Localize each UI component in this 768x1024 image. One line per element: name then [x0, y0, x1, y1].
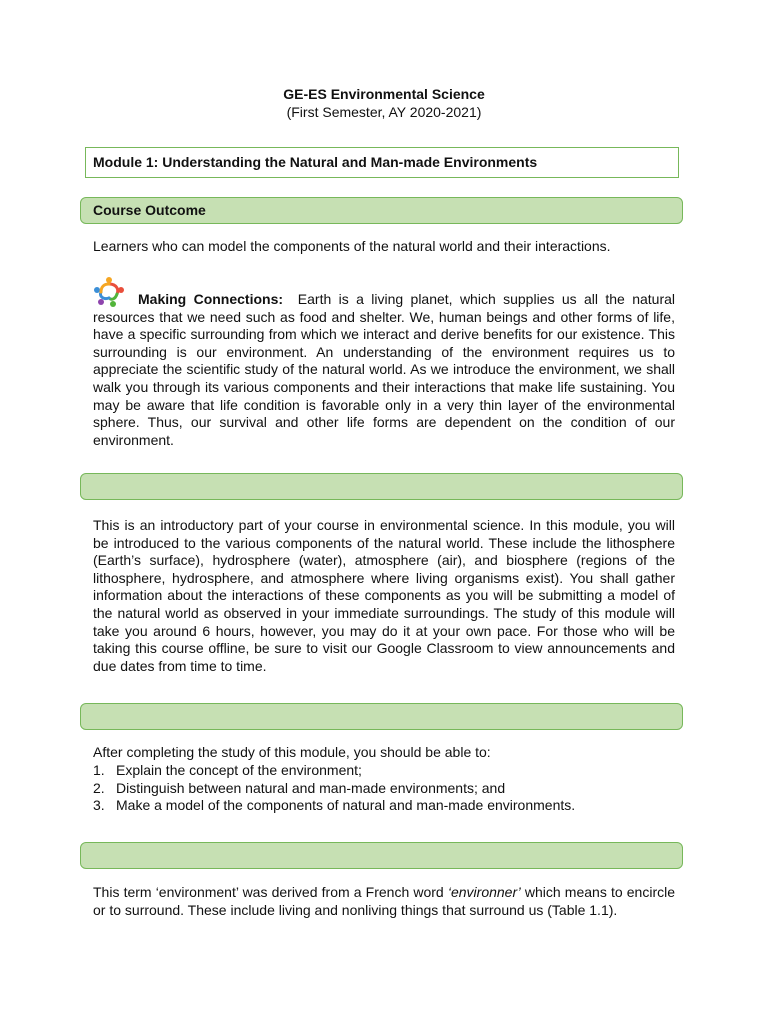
objectives-lead: After completing the study of this module, you should be able to:: [93, 744, 491, 760]
list-item: 3. Make a model of the components of natural and man-made environments.: [93, 797, 576, 814]
course-outcome-text: Learners who can model the components of the natural world and their interactions.: [93, 238, 611, 254]
intro-paragraph: This is an introductory part of your course in environmental science. In this module, you will be introduced to the various components of the natural world. These include the lithosphere (Earth’s surface), hydrosphere (water), atmosphere (air), and biosphere (regions of the lithosphere, hydrosphere, and atmosphere where living organisms exist). You shall gather information about the interactions of these components as you will be submitting a model of the natural world as observed in your immediate surroundings. The study of this module will take you around 6 hours, however, you may do it at your own pace. For those who will be taking this course offline, be sure to visit our Google Classroom to view announcements and due dates from time to time.: [93, 517, 675, 674]
french-word: ‘environner’: [447, 884, 521, 900]
course-outcome-label: Course Outcome: [93, 202, 206, 218]
section-bar-3: [80, 842, 683, 869]
environment-term-paragraph: This term ‘environment’ was derived from a French word ‘environner’ which means to encircle or to surround. These include living and nonliving things that surround us (Table 1.1).: [93, 884, 676, 918]
module-title: Module 1: Understanding the Natural and Man-made Environments: [93, 154, 538, 170]
making-connections-paragraph: [93, 291, 675, 449]
section-bar-1: [80, 473, 683, 500]
section-bar-2: [80, 703, 683, 730]
making-connections-label: Making Connections:: [138, 291, 284, 307]
list-item: 1. Explain the concept of the environment;: [93, 762, 362, 778]
document-subtitle: (First Semester, AY 2020-2021): [286, 104, 482, 120]
objectives-list: [93, 762, 575, 815]
document-title: GE-ES Environmental Science: [283, 86, 485, 102]
list-item: 2. Distinguish between natural and man-made environments; and: [93, 779, 506, 796]
making-connections-text: Earth is a living planet, which supplies us all the natural resources that we need such as food and shelter. We, human beings and other forms of life, have a specific surrounding from which we interact and derive benefits for our existence. This surrounding is our environment. An understanding of the environment requires us to appreciate the scientific study of the natural world. As we introduce the environment, we shall walk you through its various components and their interactions that make life sustaining. You may be aware that life condition is favorable only in a very thin layer of the environmental sphere. Thus, our survival and other life forms are dependent on the condition of our environment.: [93, 291, 676, 448]
